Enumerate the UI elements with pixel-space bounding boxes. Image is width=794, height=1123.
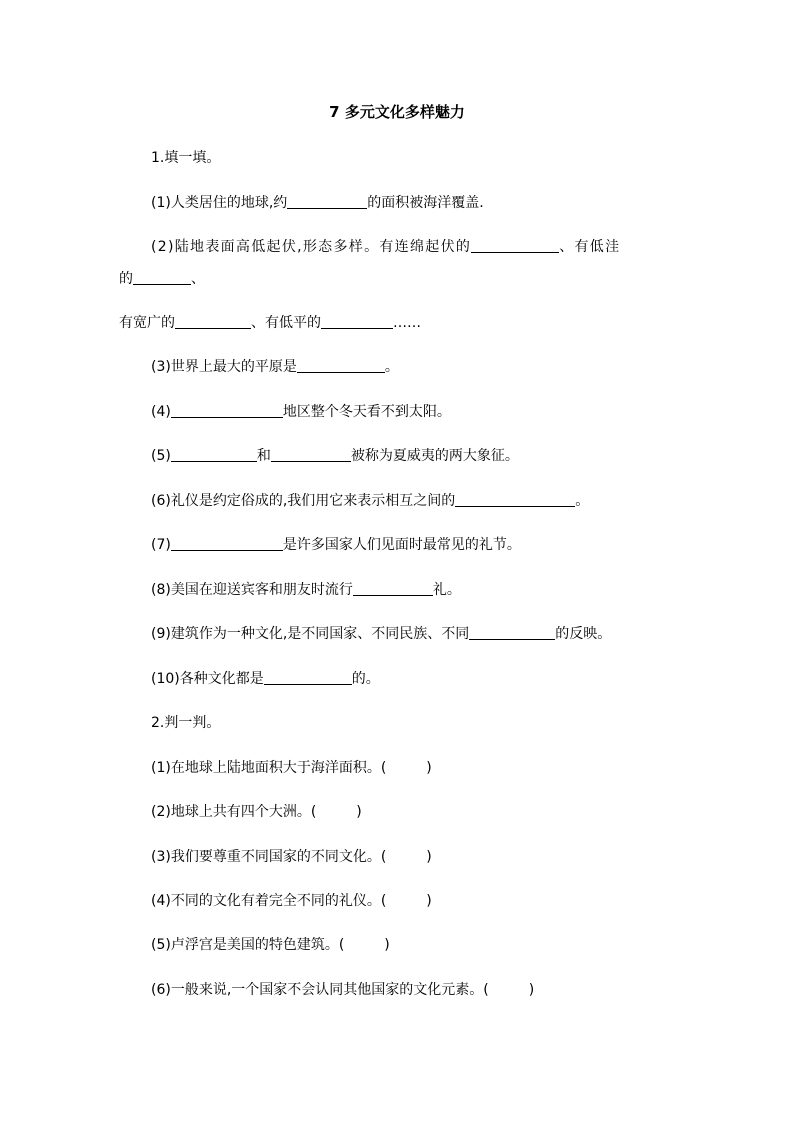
fill-question-10 — [151, 668, 380, 690]
question-text: (3)我们要尊重不同国家的不同文化。( — [151, 849, 387, 865]
question-text: 的 — [119, 271, 133, 287]
question-text: ) — [426, 760, 432, 776]
answer-blank[interactable] — [264, 668, 352, 685]
fill-question-1 — [151, 192, 484, 214]
question-text: (4) — [151, 404, 171, 420]
fill-question-7 — [151, 534, 521, 556]
answer-blank[interactable] — [471, 236, 559, 253]
question-text: (6)礼仪是约定俗成的,我们用它来表示相互之间的 — [151, 493, 456, 509]
fill-question-4 — [151, 401, 451, 423]
question-text: (1)人类居住的地球,约 — [151, 195, 288, 211]
question-text: 。 — [575, 493, 590, 509]
question-text: 有宽广的 — [119, 315, 175, 331]
question-text: 礼。 — [432, 582, 461, 598]
section1-heading: 1.填一填。 — [151, 150, 221, 166]
judge-question-2 — [151, 801, 362, 823]
question-text: 、有低洼 — [559, 239, 621, 255]
question-text: 的面积被海洋覆盖. — [367, 195, 484, 211]
question-text: 被称为夏威夷的两大象征。 — [350, 448, 519, 464]
fill-question-2-line3 — [119, 312, 421, 334]
question-text: 的。 — [351, 671, 380, 687]
answer-blank[interactable] — [469, 623, 555, 640]
question-text: 和 — [256, 448, 271, 464]
question-text: (9)建筑作为一种文化,是不同国家、不同民族、不同 — [151, 626, 470, 642]
question-text: (3)世界上最大的平原是 — [151, 359, 297, 375]
question-text: (7) — [151, 537, 171, 553]
judge-question-1 — [151, 757, 432, 779]
answer-blank[interactable] — [271, 445, 351, 462]
section2-heading: 2.判一判。 — [151, 715, 221, 731]
question-text: ) — [426, 849, 432, 865]
question-text: (4)不同的文化有着完全不同的礼仪。( — [151, 893, 387, 909]
answer-blank[interactable] — [297, 356, 385, 373]
question-text: (10)各种文化都是 — [151, 671, 264, 687]
question-text: ) — [528, 982, 535, 998]
question-text: (6)一般来说,一个国家不会认同其他国家的文化元素。( — [151, 982, 489, 998]
fill-question-6 — [151, 490, 589, 512]
answer-blank[interactable] — [353, 579, 433, 596]
answer-blank[interactable] — [133, 268, 191, 285]
page-title: 7 多元文化多样魅力 — [329, 103, 465, 121]
answer-blank[interactable] — [171, 445, 257, 462]
question-text: ) — [426, 893, 432, 909]
question-text: 地区整个冬天看不到太阳。 — [282, 404, 451, 420]
judge-question-6 — [151, 979, 534, 1001]
fill-question-3 — [151, 356, 399, 378]
judge-question-3 — [151, 846, 432, 868]
judge-question-4 — [151, 890, 432, 912]
question-text: 、有低平的 — [251, 315, 321, 331]
answer-blank[interactable] — [171, 401, 283, 418]
answer-blank[interactable] — [287, 192, 367, 209]
fill-question-2-line2 — [119, 268, 205, 290]
fill-question-8 — [151, 579, 461, 601]
question-text: ) — [356, 804, 362, 820]
question-text: …… — [393, 315, 421, 331]
question-text: (5) — [151, 448, 171, 464]
question-text: (2)陆地表面高低起伏,形态多样。有连绵起伏的 — [151, 239, 472, 255]
answer-blank[interactable] — [171, 534, 283, 551]
question-text: (8)美国在迎送宾客和朋友时流行 — [151, 582, 353, 598]
answer-blank[interactable] — [321, 312, 393, 329]
question-text: (1)在地球上陆地面积大于海洋面积。( — [151, 760, 387, 776]
question-text: 的反映。 — [555, 626, 612, 642]
fill-question-2-line1 — [151, 236, 620, 258]
question-text: 。 — [384, 359, 399, 375]
answer-blank[interactable] — [175, 312, 251, 329]
question-text: 是许多国家人们见面时最常见的礼节。 — [282, 537, 521, 553]
judge-question-5 — [151, 934, 390, 956]
fill-question-9 — [151, 623, 611, 645]
fill-question-5 — [151, 445, 519, 467]
question-text: (2)地球上共有四个大洲。( — [151, 804, 317, 820]
answer-blank[interactable] — [455, 490, 575, 507]
question-text: 、 — [191, 271, 205, 287]
question-text: ) — [384, 937, 390, 953]
question-text: (5)卢浮宫是美国的特色建筑。( — [151, 937, 345, 953]
